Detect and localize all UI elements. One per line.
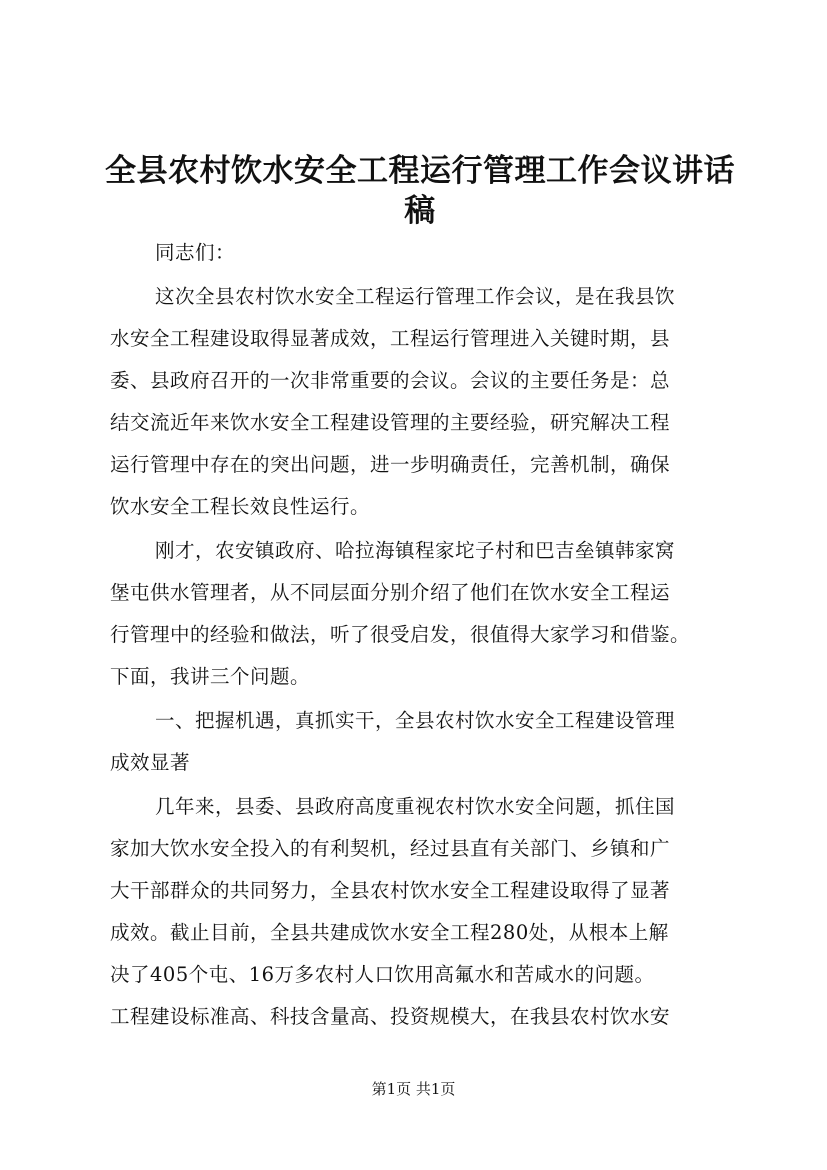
paragraph-line: 家加大饮水安全投入的有利契机，经过县直有关部门、乡镇和广 — [110, 837, 671, 860]
salutation: 同志们： — [155, 241, 236, 264]
paragraph-line: 成效。截止目前，全县共建成饮水安全工程280处，从根本上解 — [110, 921, 669, 944]
paragraph-line: 大干部群众的共同努力，全县农村饮水安全工程建设取得了显著 — [110, 879, 671, 902]
paragraph-line: 行管理中的经验和做法，听了很受启发，很值得大家学习和借鉴。 — [110, 623, 691, 646]
paragraph-line: 运行管理中存在的突出问题，进一步明确责任，完善机制，确保 — [110, 453, 671, 476]
page-footer: 第1页 共1页 — [371, 1080, 456, 1098]
document-title-line-2: 稿 — [404, 193, 436, 229]
paragraph-line: 堡屯供水管理者，从不同层面分别介绍了他们在饮水安全工程运 — [110, 581, 671, 604]
section-heading: 一、把握机遇，真抓实干，全县农村饮水安全工程建设管理 — [155, 709, 676, 732]
paragraph-line: 这次全县农村饮水安全工程运行管理工作会议，是在我县饮 — [155, 285, 676, 308]
paragraph-line: 刚才，农安镇政府、哈拉海镇程家坨子村和巴吉垒镇韩家窝 — [155, 539, 676, 562]
section-heading: 成效显著 — [110, 751, 191, 774]
paragraph-line: 决了405个屯、16万多农村人口饮用高氟水和苦咸水的问题。 — [110, 963, 655, 986]
paragraph-line: 工程建设标准高、科技含量高、投资规模大，在我县农村饮水安 — [110, 1005, 671, 1028]
paragraph-line: 饮水安全工程长效良性运行。 — [110, 495, 371, 518]
paragraph-line: 结交流近年来饮水安全工程建设管理的主要经验，研究解决工程 — [110, 411, 671, 434]
document-title-line-1: 全县农村饮水安全工程运行管理工作会议讲话 — [105, 153, 735, 189]
paragraph-line: 水安全工程建设取得显著成效，工程运行管理进入关键时期，县 — [110, 327, 671, 350]
paragraph-line: 下面，我讲三个问题。 — [110, 665, 311, 688]
paragraph-line: 几年来，县委、县政府高度重视农村饮水安全问题，抓住国 — [155, 795, 676, 818]
paragraph-line: 委、县政府召开的一次非常重要的会议。会议的主要任务是：总 — [110, 369, 671, 392]
